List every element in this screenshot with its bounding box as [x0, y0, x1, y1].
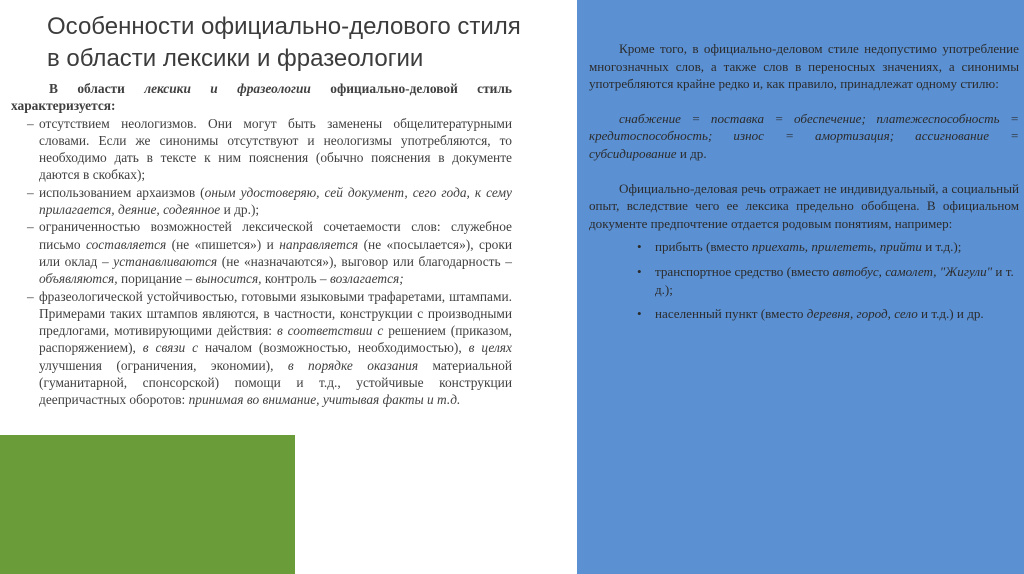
features-list [11, 115, 512, 409]
paragraph-generalization: Официально-деловая речь отражает не индивидуальный, а социальный опыт, вследствие чего ее лексика предельно обобщена. В официальном документе предпочтение отдается родовым понятиям, например: [589, 180, 1019, 231]
green-decor-block [0, 435, 295, 574]
left-text-column [11, 80, 512, 409]
paragraph-synonyms: снабжение = поставка = обеспечение; платежеспособность = кредитоспособность; износ = амортизация; ассигнование = субсидирование и др. [589, 110, 1019, 161]
list-item: • населенный пункт (вместо деревня, город, село и т.д.) и др. [637, 306, 984, 322]
paragraph-polysemy: Кроме того, в официально-деловом стиле недопустимо употребление многозначных слов, а также слов в переносных значениях, а синонимы употребляются крайне редко и, как правило, принадлежат одному стилю: [589, 41, 1019, 92]
generic-terms-list [589, 238, 1019, 322]
list-item: • прибыть (вместо приехать, прилететь, прийти и т.д.); [637, 239, 962, 255]
title-line-1: Особенности официально-делового стиля [47, 13, 521, 40]
list-item: – ограниченностью возможностей лексической сочетаемости слов: служебное письмо составляется (не «пишется») и направляется (не «посылается»), сроки или оклад – устанавливаются (не «назначаются»), выговор или благодарность – объявляются, порицание – выносится, контроль – возлагается; [27, 219, 513, 287]
slide-title [47, 11, 567, 75]
list-item: • транспортное средство (вместо автобус, самолет, "Жигули" и т. д.); [637, 263, 1014, 297]
list-item: – отсутствием неологизмов. Они могут быть заменены общелитературными словами. Если же синонимы отсутствуют и неологизмы употребляются, то необходимо дать в тексте к ним пояснения (обычно пояснения в документе даются в скобках); [27, 115, 512, 183]
intro-paragraph: В области лексики и фразеологии официально-деловой стиль характеризуется: [11, 81, 512, 114]
list-item: – использованием архаизмов (оным удостоверяю, сей документ, сего года, к сему прилагается, деяние, содеянное и др.); [27, 184, 512, 218]
list-item: – фразеологической устойчивостью, готовыми языковыми трафаретами, штампами. Примерами таких штампов являются, в частности, конструкции с производными предлогами, мотивирующими действия: в соответствии с решением (приказом, распоряжением), в связи с началом (возможностью, необходимостью), в целях улучшения (ограничения, экономии), в порядке оказания материальной (гуманитарной, спонсорской) помощи и т.д., устойчивые конструкции деепричастных оборотов: принимая во внимание, учитывая факты и т.д. [27, 288, 512, 408]
right-text-column [589, 40, 1019, 330]
title-line-2: в области лексики и фразеологии [47, 45, 424, 72]
